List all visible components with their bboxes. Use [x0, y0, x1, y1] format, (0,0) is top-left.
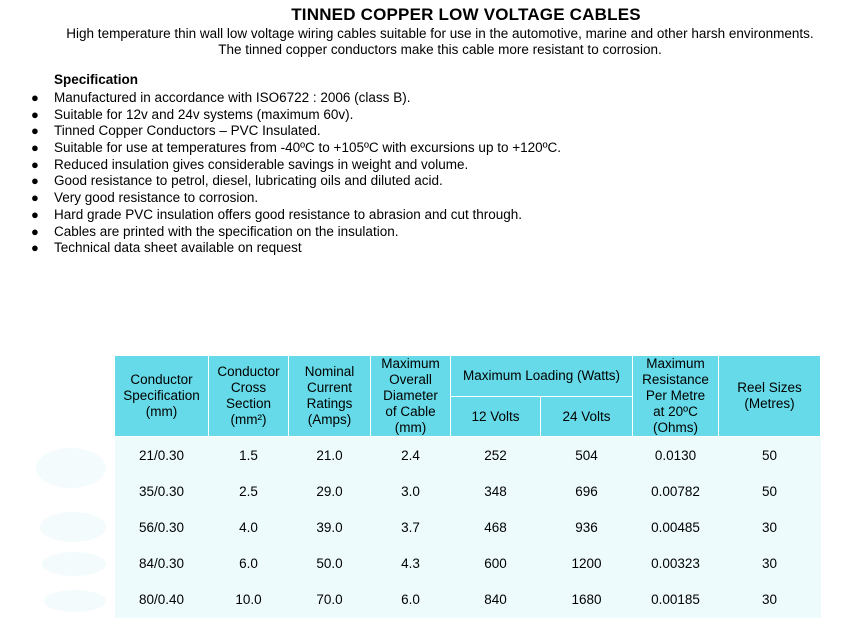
bullet-icon: ● [31, 140, 39, 156]
header-line: Maximum [646, 356, 705, 371]
header-reel-sizes [719, 356, 821, 437]
decorative-cable-shape [40, 512, 106, 542]
table-row [115, 509, 821, 545]
spec-item-text: Tinned Copper Conductors – PVC Insulated. [54, 123, 321, 139]
header-24-volts: 24 Volts [541, 397, 633, 437]
spec-item [0, 157, 561, 174]
spec-item-text: Cables are printed with the specification on the insulation. [54, 223, 399, 239]
bullet-icon: ● [31, 156, 39, 172]
header-resistance [633, 356, 719, 437]
header-line: at 20ºC [653, 404, 698, 419]
spec-item-text: Very good resistance to corrosion. [54, 190, 259, 206]
spec-item [0, 190, 561, 207]
cell-12-volts: 252 [451, 437, 541, 474]
cell-reel-size: 30 [719, 546, 821, 582]
spec-item [0, 107, 561, 124]
spec-item-text: Good resistance to petrol, diesel, lubricating oils and diluted acid. [54, 173, 443, 189]
cell-diameter: 4.3 [371, 546, 451, 582]
spec-item-text: Reduced insulation gives considerable savings in weight and volume. [54, 156, 469, 172]
header-12-volts: 12 Volts [451, 397, 541, 437]
header-line: Conductor [217, 364, 280, 379]
cell-diameter: 2.4 [371, 437, 451, 474]
specification-heading: Specification [54, 72, 139, 87]
cell-cross-section: 6.0 [209, 546, 289, 582]
header-line: Overall [389, 372, 432, 387]
cell-resistance: 0.00485 [633, 509, 719, 545]
cell-12-volts: 840 [451, 582, 541, 618]
table-row [115, 473, 821, 509]
cell-current-rating: 21.0 [289, 437, 371, 474]
header-line: (mm) [394, 420, 427, 435]
spec-item [0, 224, 561, 241]
cell-current-rating: 39.0 [289, 509, 371, 545]
cell-24-volts: 1200 [541, 546, 633, 582]
cell-cross-section: 4.0 [209, 509, 289, 545]
header-line: (Amps) [307, 412, 352, 427]
spec-item [0, 123, 561, 140]
cell-current-rating: 29.0 [289, 473, 371, 509]
header-line: Section [225, 396, 272, 411]
cell-diameter: 6.0 [371, 582, 451, 618]
header-line: Cross [230, 380, 267, 395]
cell-24-volts: 936 [541, 509, 633, 545]
intro-line-1: High temperature thin wall low voltage wiring cables suitable for use in the automotive, marine and other harsh environments. [66, 26, 814, 41]
spec-item-text: Technical data sheet available on request [54, 240, 302, 256]
table-row [115, 546, 821, 582]
specification-list [0, 90, 561, 257]
header-line: (mm²) [230, 412, 267, 427]
cell-reel-size: 30 [719, 582, 821, 618]
bullet-icon: ● [31, 123, 39, 139]
header-current-rating [289, 356, 371, 437]
cell-diameter: 3.0 [371, 473, 451, 509]
cell-resistance: 0.00323 [633, 546, 719, 582]
bullet-icon: ● [31, 223, 39, 239]
bullet-icon: ● [31, 90, 39, 105]
spec-item [0, 207, 561, 224]
decorative-cable-shape [44, 590, 106, 612]
table-row [115, 582, 821, 618]
intro-text [0, 26, 850, 58]
cell-current-rating: 50.0 [289, 546, 371, 582]
header-line: Specification [123, 388, 200, 403]
bullet-icon: ● [31, 240, 39, 256]
cell-conductor-spec: 84/0.30 [115, 546, 209, 582]
bullet-icon: ● [31, 173, 39, 189]
spec-item [0, 140, 561, 157]
header-line: Current [306, 380, 352, 395]
header-line: (Metres) [744, 396, 795, 411]
decorative-cable-shape [42, 552, 106, 576]
cell-cross-section: 1.5 [209, 437, 289, 474]
spec-item-text: Manufactured in accordance with ISO6722 : 2006 (class B). [54, 90, 411, 105]
cell-24-volts: 1680 [541, 582, 633, 618]
cell-resistance: 0.0130 [633, 437, 719, 474]
cell-conductor-spec: 21/0.30 [115, 437, 209, 474]
header-cross-section [209, 356, 289, 437]
cell-resistance: 0.00185 [633, 582, 719, 618]
table-row [115, 437, 821, 474]
cell-reel-size: 50 [719, 473, 821, 509]
cell-conductor-spec: 80/0.40 [115, 582, 209, 618]
spec-item-text: Suitable for use at temperatures from -40ºC to +105ºC with excursions up to +120ºC. [54, 140, 562, 156]
header-line: (mm) [145, 404, 178, 419]
bullet-icon: ● [31, 206, 39, 222]
header-line: Diameter [383, 388, 438, 403]
header-diameter [371, 356, 451, 437]
cell-12-volts: 468 [451, 509, 541, 545]
cell-current-rating: 70.0 [289, 582, 371, 618]
cell-cross-section: 10.0 [209, 582, 289, 618]
header-line: Ratings [306, 396, 353, 411]
cell-conductor-spec: 56/0.30 [115, 509, 209, 545]
intro-line-2: The tinned copper conductors make this cable more resistant to corrosion. [218, 42, 662, 57]
cell-cross-section: 2.5 [209, 473, 289, 509]
header-line: Per Metre [645, 388, 706, 403]
cell-12-volts: 348 [451, 473, 541, 509]
cable-spec-table [114, 355, 821, 618]
cell-conductor-spec: 35/0.30 [115, 473, 209, 509]
spec-item-text: Hard grade PVC insulation offers good resistance to abrasion and cut through. [54, 206, 523, 222]
cell-reel-size: 30 [719, 509, 821, 545]
spec-item-text: Suitable for 12v and 24v systems (maximum 60v). [54, 106, 354, 122]
header-conductor-spec [115, 356, 209, 437]
cell-diameter: 3.7 [371, 509, 451, 545]
header-line: Maximum [381, 356, 440, 371]
spec-item [0, 173, 561, 190]
cell-resistance: 0.00782 [633, 473, 719, 509]
bullet-icon: ● [31, 190, 39, 206]
header-line: Reel Sizes [737, 380, 802, 395]
header-line: Nominal [304, 364, 355, 379]
page-title: TINNED COPPER LOW VOLTAGE CABLES [291, 5, 641, 24]
header-max-loading: Maximum Loading (Watts) [451, 356, 633, 397]
spec-item [0, 240, 561, 257]
cell-24-volts: 696 [541, 473, 633, 509]
bullet-icon: ● [31, 106, 39, 122]
header-line: Conductor [130, 372, 193, 387]
spec-item [0, 90, 561, 107]
header-line: of Cable [385, 404, 436, 419]
cell-reel-size: 50 [719, 437, 821, 474]
decorative-cable-shape [36, 448, 106, 488]
cell-12-volts: 600 [451, 546, 541, 582]
cell-24-volts: 504 [541, 437, 633, 474]
header-line: Resistance [642, 372, 709, 387]
header-line: (Ohms) [653, 420, 699, 435]
